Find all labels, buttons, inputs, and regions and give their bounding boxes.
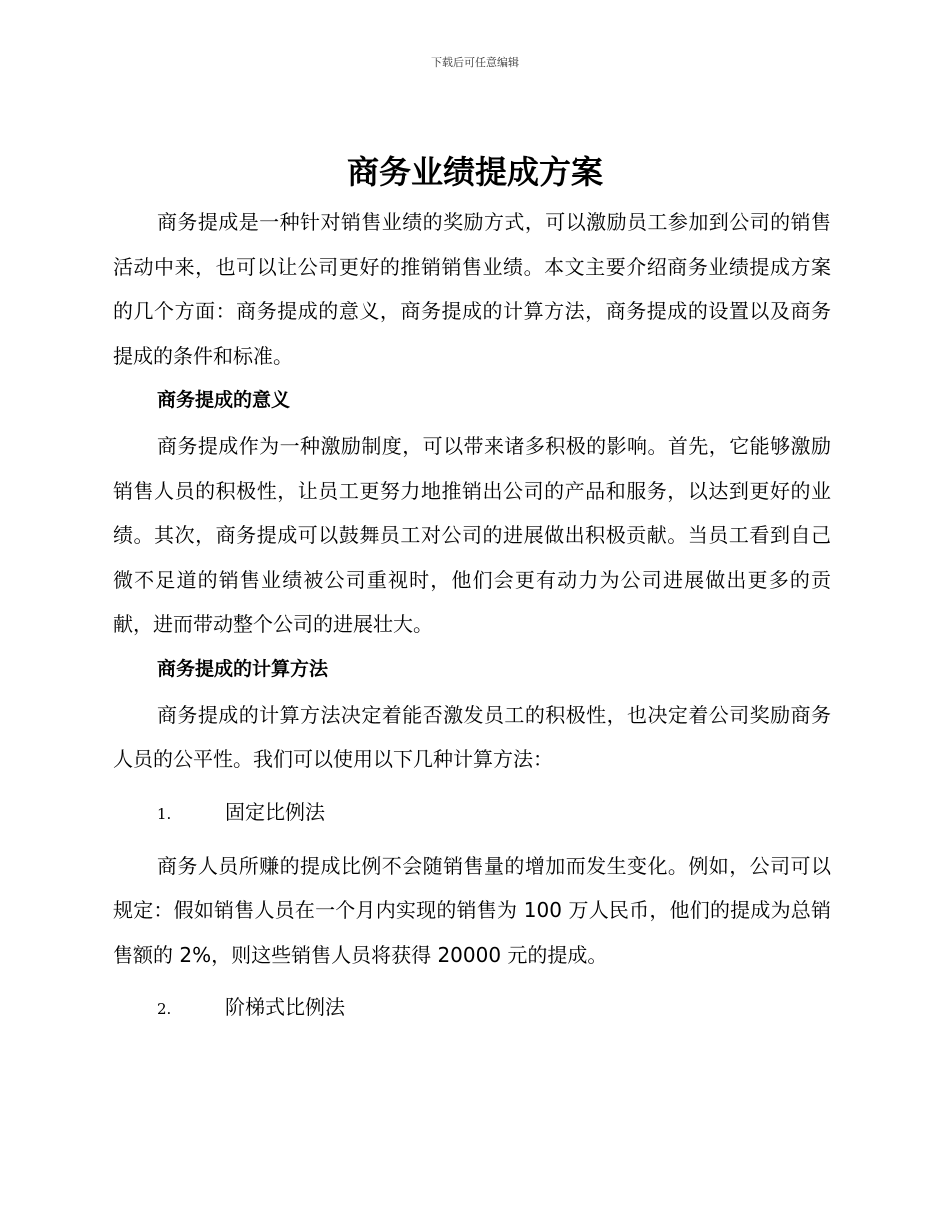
list-item-fixed-ratio xyxy=(113,796,831,830)
list-item-tiered-ratio xyxy=(113,991,831,1025)
list-label: 固定比例法 xyxy=(225,799,325,824)
list-number: 2. xyxy=(157,1000,172,1018)
running-header: 下载后可任意编辑 xyxy=(431,56,519,69)
list-label: 阶梯式比例法 xyxy=(225,995,345,1019)
significance-paragraph: 商务提成作为一种激励制度，可以带来诸多积极的影响。首先，它能够激励销售人员的积极性，让员工更努力地推销出公司的产品和服务，以达到更好的业绩。其次，商务提成可以鼓舞员工对公司的进展做出积极贡献。当员工看到自己微不足道的销售业绩被公司重视时，他们会更有动力为公司进展做出更多的贡献，进而带动整个公司的进展壮大。 xyxy=(113,434,831,636)
document-body xyxy=(113,200,831,1039)
intro-paragraph: 商务提成是一种针对销售业绩的奖励方式，可以激励员工参加到公司的销售活动中来，也可以让公司更好的推销销售业绩。本文主要介绍商务业绩提成方案的几个方面：商务提成的意义，商务提成的计算方法，商务提成的设置以及商务提成的条件和标准。 xyxy=(113,210,831,368)
fixed-ratio-paragraph: 商务人员所赚的提成比例不会随销售量的增加而发生变化。例如，公司可以规定：假如销售人员在一个月内实现的销售为 100 万人民币，他们的提成为总销售额的 2%，则这些销售人员将获得 20000 元的提成。 xyxy=(113,853,831,967)
section-heading-calculation: 商务提成的计算方法 xyxy=(157,657,329,680)
section-heading-significance: 商务提成的意义 xyxy=(157,389,291,411)
document-title: 商务业绩提成方案 xyxy=(346,153,603,191)
list-number: 1. xyxy=(157,804,172,823)
calculation-paragraph: 商务提成的计算方法决定着能否激发员工的积极性，也决定着公司奖励商务人员的公平性。我们可以使用以下几种计算方法： xyxy=(113,702,831,771)
